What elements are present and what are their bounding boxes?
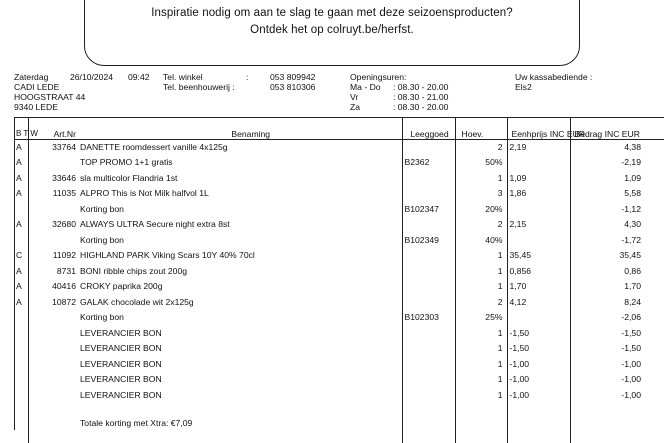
row-qty: 1: [455, 248, 507, 264]
row-unit-price: -1,00: [507, 356, 570, 372]
row-unit-price: 0,856: [507, 263, 570, 279]
receipt-time: 09:42: [128, 73, 150, 83]
row-name: BONI ribble chips zout 200g: [78, 263, 402, 279]
row-btw: [14, 387, 28, 403]
row-name: GALAK chocolade wit 2x125g: [78, 294, 402, 310]
row-artnr: [28, 356, 78, 372]
table-row: [14, 356, 664, 372]
table-row: [14, 155, 664, 171]
row-qty: 1: [455, 263, 507, 279]
row-artnr: [28, 201, 78, 217]
row-amount: 4,30: [570, 217, 664, 233]
row-btw: C: [14, 248, 28, 264]
row-artnr: 33764: [28, 139, 78, 155]
row-btw: [14, 356, 28, 372]
row-name: LEVERANCIER BON: [78, 372, 402, 388]
row-unit-price: -1,00: [507, 372, 570, 388]
table-row: [14, 248, 664, 264]
row-deposit: B2362: [402, 155, 455, 171]
row-name: Korting bon: [78, 201, 402, 217]
row-deposit: [402, 263, 455, 279]
table-row: [14, 217, 664, 233]
row-artnr: 32680: [28, 217, 78, 233]
table-row: [14, 232, 664, 248]
row-deposit: [402, 294, 455, 310]
row-unit-price: -1,50: [507, 325, 570, 341]
tel-butcher-number: 053 810306: [270, 83, 315, 93]
table-row: [14, 186, 664, 202]
row-btw: [14, 232, 28, 248]
row-qty: 25%: [455, 310, 507, 326]
promo-text-line2: Ontdek het op colruyt.be/herfst.: [84, 24, 580, 36]
row-name: LEVERANCIER BON: [78, 387, 402, 403]
row-artnr: 10872: [28, 294, 78, 310]
row-qty: 1: [455, 341, 507, 357]
row-unit-price: [507, 155, 570, 171]
row-amount: 8,24: [570, 294, 664, 310]
row-deposit: [402, 186, 455, 202]
row-amount: -1,72: [570, 232, 664, 248]
table-row: [14, 310, 664, 326]
row-amount: 0,86: [570, 263, 664, 279]
row-unit-price: 2,15: [507, 217, 570, 233]
row-artnr: [28, 232, 78, 248]
row-btw: A: [14, 186, 28, 202]
row-unit-price: 4,12: [507, 294, 570, 310]
cashier-name: Els2: [515, 83, 532, 93]
row-amount: -1,00: [570, 372, 664, 388]
row-name: ALWAYS ULTRA Secure night extra 8st: [78, 217, 402, 233]
row-artnr: [28, 155, 78, 171]
store-street: HOOGSTRAAT 44: [14, 93, 85, 103]
opening-hours-friday: : 08.30 - 21.00: [393, 93, 448, 103]
opening-days-friday: Vr: [350, 93, 358, 103]
table-row: [14, 341, 664, 357]
table-row: [14, 372, 664, 388]
row-qty: 2: [455, 217, 507, 233]
row-name: Korting bon: [78, 232, 402, 248]
row-name: LEVERANCIER BON: [78, 325, 402, 341]
row-btw: A: [14, 139, 28, 155]
xtra-discount-row: [14, 403, 664, 428]
row-name: CROKY paprika 200g: [78, 279, 402, 295]
table-row: [14, 387, 664, 403]
row-unit-price: 35,45: [507, 248, 570, 264]
col-header-amount: Bedrag INC EUR: [570, 117, 664, 139]
row-deposit: [402, 139, 455, 155]
table-row: [14, 325, 664, 341]
row-qty: 1: [455, 279, 507, 295]
row-name: LEVERANCIER BON: [78, 356, 402, 372]
row-amount: -1,00: [570, 356, 664, 372]
row-deposit: [402, 170, 455, 186]
row-deposit: [402, 279, 455, 295]
row-name: LEVERANCIER BON: [78, 341, 402, 357]
row-amount: -1,50: [570, 325, 664, 341]
row-unit-price: [507, 232, 570, 248]
row-unit-price: [507, 201, 570, 217]
tel-shop-label: Tel. winkel: [163, 73, 203, 83]
col-header-deposit: Leeggoed: [402, 117, 455, 139]
row-unit-price: 2,19: [507, 139, 570, 155]
xtra-discount-total: Totale korting met Xtra: €7,09: [78, 403, 402, 428]
row-qty: 1: [455, 372, 507, 388]
store-name: CADI LEDE: [14, 83, 59, 93]
row-qty: 2: [455, 294, 507, 310]
tel-shop-colon: :: [246, 73, 248, 83]
row-amount: 5,58: [570, 186, 664, 202]
row-btw: [14, 201, 28, 217]
row-btw: A: [14, 279, 28, 295]
row-artnr: 11092: [28, 248, 78, 264]
row-artnr: 8731: [28, 263, 78, 279]
row-btw: A: [14, 155, 28, 171]
receipt-table: [14, 117, 664, 443]
table-row: [14, 279, 664, 295]
table-header-row: [14, 117, 664, 139]
promo-text-line1: Inspiratie nodig om aan te slag te gaan met deze seizoensproducten?: [84, 7, 580, 19]
row-btw: [14, 341, 28, 357]
row-unit-price: 1,70: [507, 279, 570, 295]
table-row: [14, 263, 664, 279]
tel-shop-number: 053 809942: [270, 73, 315, 83]
row-amount: 4,38: [570, 139, 664, 155]
row-unit-price: 1,86: [507, 186, 570, 202]
row-btw: A: [14, 170, 28, 186]
row-qty: 1: [455, 356, 507, 372]
row-btw: A: [14, 263, 28, 279]
table-row: [14, 294, 664, 310]
row-amount: -1,12: [570, 201, 664, 217]
row-deposit: B102347: [402, 201, 455, 217]
row-qty: 1: [455, 170, 507, 186]
row-btw: [14, 325, 28, 341]
row-unit-price: -1,50: [507, 341, 570, 357]
row-btw: [14, 310, 28, 326]
cashier-label: Uw kassabediende :: [515, 73, 592, 83]
opening-hours-weekdays: : 08.30 - 20.00: [393, 83, 448, 93]
receipt-date: 26/10/2024: [70, 73, 113, 83]
row-artnr: [28, 387, 78, 403]
opening-hours-saturday: : 08.30 - 20.00: [393, 103, 448, 113]
row-artnr: [28, 341, 78, 357]
col-header-qty: Hoev.: [455, 117, 507, 139]
row-deposit: [402, 341, 455, 357]
row-qty: 40%: [455, 232, 507, 248]
tel-butcher-label: Tel. beenhouwerij :: [163, 83, 235, 93]
opening-hours-title: Openingsuren:: [350, 73, 406, 83]
row-btw: A: [14, 217, 28, 233]
row-deposit: [402, 217, 455, 233]
row-amount: -2,06: [570, 310, 664, 326]
row-unit-price: -1,00: [507, 387, 570, 403]
row-artnr: 11035: [28, 186, 78, 202]
row-qty: 2: [455, 139, 507, 155]
row-artnr: [28, 325, 78, 341]
row-amount: -2,19: [570, 155, 664, 171]
row-name: ALPRO This is Not Milk halfvol 1L: [78, 186, 402, 202]
table-row: [14, 139, 664, 155]
row-name: sla multicolor Flandria 1st: [78, 170, 402, 186]
col-header-unit-price: Eenhprijs INC EUR: [507, 117, 570, 139]
row-deposit: [402, 325, 455, 341]
col-header-btw: B T W: [14, 117, 28, 139]
empty-row: [14, 428, 664, 443]
col-header-artnr: Art.Nr: [28, 117, 78, 139]
row-amount: 1,09: [570, 170, 664, 186]
row-deposit: B102303: [402, 310, 455, 326]
row-deposit: [402, 387, 455, 403]
row-unit-price: [507, 310, 570, 326]
row-name: HIGHLAND PARK Viking Scars 10Y 40% 70cl: [78, 248, 402, 264]
row-qty: 1: [455, 387, 507, 403]
row-btw: [14, 372, 28, 388]
row-qty: 3: [455, 186, 507, 202]
row-deposit: [402, 248, 455, 264]
row-deposit: [402, 372, 455, 388]
row-name: DANETTE roomdessert vanille 4x125g: [78, 139, 402, 155]
row-artnr: 40416: [28, 279, 78, 295]
row-unit-price: 1,09: [507, 170, 570, 186]
store-city: 9340 LEDE: [14, 103, 58, 113]
row-deposit: B102349: [402, 232, 455, 248]
row-amount: 35,45: [570, 248, 664, 264]
row-artnr: 33646: [28, 170, 78, 186]
row-qty: 50%: [455, 155, 507, 171]
row-amount: 1,70: [570, 279, 664, 295]
row-qty: 1: [455, 325, 507, 341]
row-artnr: [28, 310, 78, 326]
weekday: Zaterdag: [14, 73, 48, 83]
table-row: [14, 170, 664, 186]
row-btw: A: [14, 294, 28, 310]
col-header-name: Benaming: [78, 117, 402, 139]
opening-days-saturday: Za: [350, 103, 360, 113]
row-name: Korting bon: [78, 310, 402, 326]
row-artnr: [28, 372, 78, 388]
row-deposit: [402, 356, 455, 372]
table-row: [14, 201, 664, 217]
opening-days-weekdays: Ma - Do: [350, 83, 381, 93]
row-qty: 20%: [455, 201, 507, 217]
row-amount: -1,00: [570, 387, 664, 403]
row-amount: -1,50: [570, 341, 664, 357]
row-name: TOP PROMO 1+1 gratis: [78, 155, 402, 171]
